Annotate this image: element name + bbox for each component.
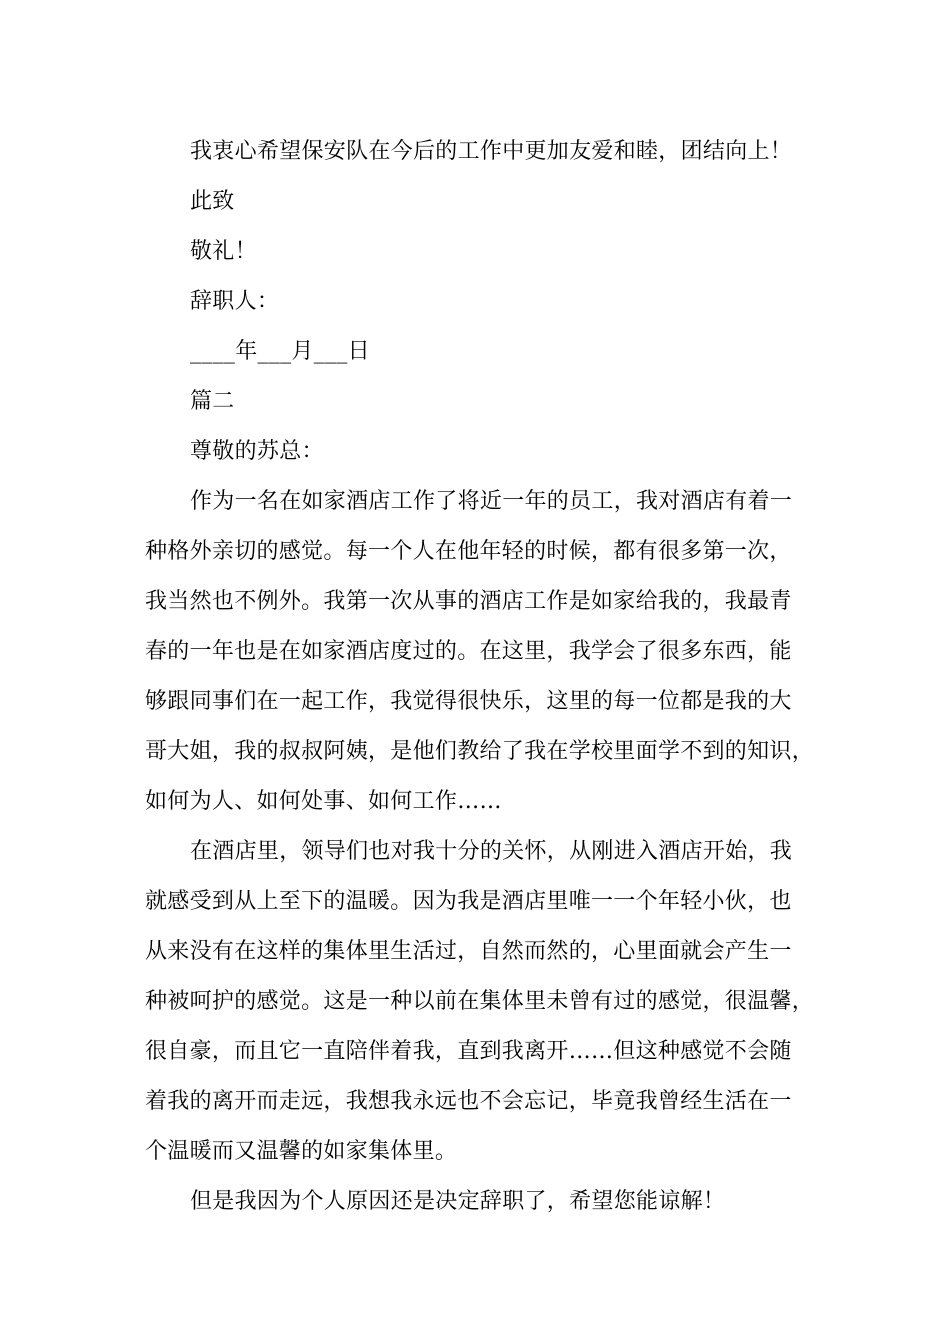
text-line: 但是我因为个人原因还是决定辞职了，希望您能谅解！ xyxy=(190,1189,726,1214)
text-line: ____年___月___日 xyxy=(190,339,370,364)
text-line: 在酒店里，领导们也对我十分的关怀，从刚进入酒店开始，我 xyxy=(190,839,793,864)
text-line: 就感受到从上至下的温暖。因为我是酒店里唯一一个年轻小伙，也 xyxy=(145,889,792,914)
text-line: 辞职人： xyxy=(190,289,280,314)
text-line: 作为一名在如家酒店工作了将近一年的员工，我对酒店有着一 xyxy=(190,489,793,514)
text-line: 敬礼！ xyxy=(190,239,257,264)
text-line: 种格外亲切的感觉。每一个人在他年轻的时候，都有很多第一次， xyxy=(145,539,792,564)
text-line: 够跟同事们在一起工作，我觉得很快乐，这里的每一位都是我的大 xyxy=(145,689,792,714)
text-line: 我当然也不例外。我第一次从事的酒店工作是如家给我的，我最青 xyxy=(145,589,792,614)
text-line: 如何为人、如何处事、如何工作…… xyxy=(145,789,502,814)
text-line: 我衷心希望保安队在今后的工作中更加友爱和睦，团结向上！ xyxy=(190,139,793,164)
text-line: 从来没有在这样的集体里生活过，自然而然的，心里面就会产生一 xyxy=(145,939,792,964)
text-line: 哥大姐，我的叔叔阿姨，是他们教给了我在学校里面学不到的知识， xyxy=(145,739,815,764)
text-line: 种被呵护的感觉。这是一种以前在集体里未曾有过的感觉，很温馨， xyxy=(145,989,815,1014)
text-line: 尊敬的苏总： xyxy=(190,439,324,464)
text-line: 篇二 xyxy=(190,389,235,414)
text-line: 春的一年也是在如家酒店度过的。在这里，我学会了很多东西，能 xyxy=(145,639,792,664)
text-line: 此致 xyxy=(190,189,235,214)
text-line: 个温暖而又温馨的如家集体里。 xyxy=(145,1139,458,1164)
text-line: 很自豪，而且它一直陪伴着我，直到我离开……但这种感觉不会随 xyxy=(145,1039,792,1064)
text-line: 着我的离开而走远，我想我永远也不会忘记，毕竟我曾经生活在一 xyxy=(145,1089,792,1114)
